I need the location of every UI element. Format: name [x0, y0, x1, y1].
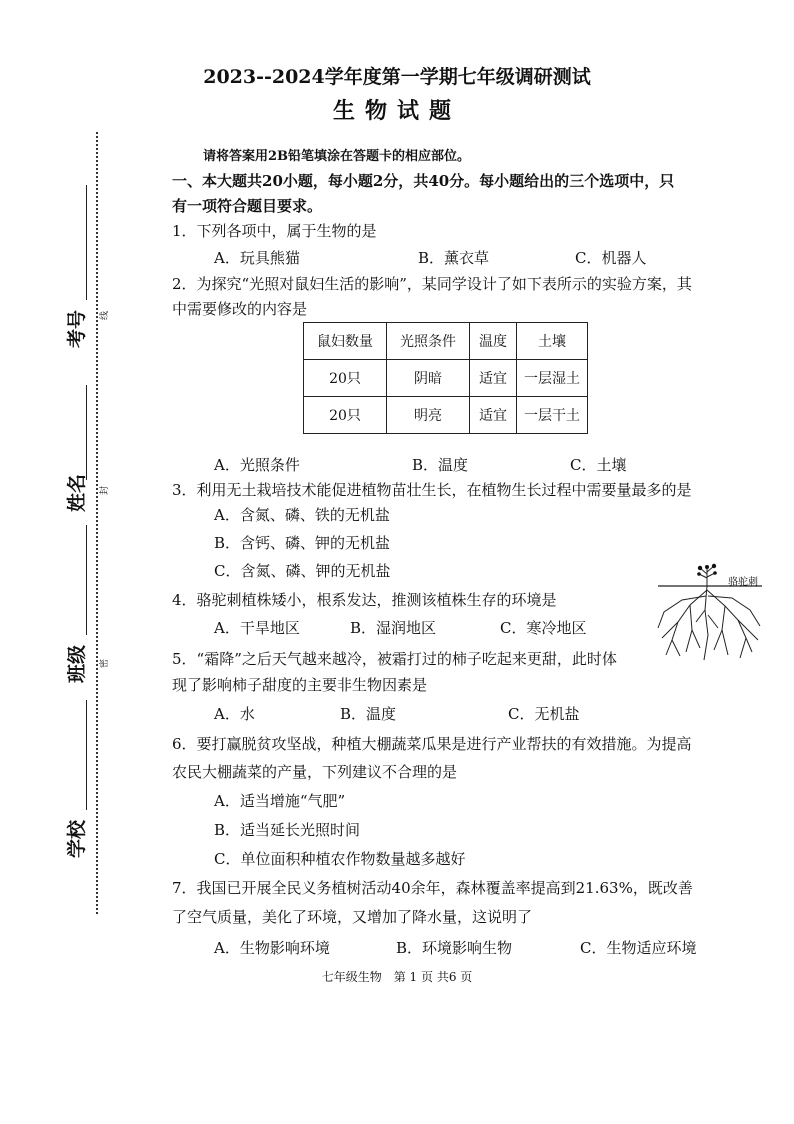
table-header-cell: 鼠妇数量 — [304, 323, 387, 360]
q5-option-b: B．温度 — [340, 705, 397, 723]
q2-stem-line1: 2．为探究“光照对鼠妇生活的影响”，某同学设计了如下表所示的实验方案，其 — [172, 275, 692, 293]
q6-stem-line2: 农民大棚蔬菜的产量，下列建议不合理的是 — [172, 763, 458, 781]
q7-option-c: C．生物适应环境 — [580, 939, 697, 957]
q7-stem-line1: 7．我国已开展全民义务植树活动40余年，森林覆盖率提高到21.63%，既改善 — [172, 879, 693, 897]
camelthorn-label: 骆驼刺 — [728, 577, 758, 588]
q3-option-b: B．含钙、磷、钾的无机盐 — [214, 534, 391, 552]
school-label: 学校 — [66, 819, 88, 858]
q5-stem-line2: 现了影响柿子甜度的主要非生物因素是 — [172, 676, 428, 694]
q3-option-c: C．含氮、磷、钾的无机盐 — [214, 562, 391, 580]
q2-stem-line2: 中需要修改的内容是 — [172, 300, 308, 318]
exam-number-line — [86, 185, 87, 300]
table-row — [304, 360, 588, 397]
table-header-row — [304, 323, 588, 360]
seal-mark-line: 线 — [100, 310, 110, 320]
q5-stem-line1: 5．“霜降”之后天气越来越冷，被霜打过的柿子吃起来更甜，此时体 — [172, 650, 617, 668]
q4-stem: 4．骆驼刺植株矮小，根系发达，推测该植株生存的环境是 — [172, 591, 557, 609]
name-label: 姓名 — [66, 473, 88, 512]
q6-option-c: C．单位面积种植农作物数量越多越好 — [214, 850, 466, 868]
q6-option-b: B．适当延长光照时间 — [214, 821, 361, 839]
seal-mark-secret: 密 — [100, 658, 110, 668]
table-cell: 20只 — [304, 360, 387, 397]
school-line — [86, 700, 87, 810]
q3-option-a: A．含氮、磷、铁的无机盐 — [214, 506, 390, 524]
q4-option-c: C．寒冷地区 — [500, 619, 587, 637]
section1-line2: 有一项符合题目要求。 — [172, 197, 323, 215]
q4-option-b: B．湿润地区 — [350, 619, 437, 637]
table-cell: 适宜 — [470, 397, 517, 434]
name-line — [86, 385, 87, 480]
q1-stem: 1．下列各项中，属于生物的是 — [172, 222, 377, 240]
table-cell: 适宜 — [470, 360, 517, 397]
q7-option-a: A．生物影响环境 — [214, 939, 330, 957]
q5-option-a: A．水 — [214, 705, 255, 723]
q1-option-c: C．机器人 — [575, 249, 647, 267]
q2-option-a: A．光照条件 — [214, 456, 300, 474]
q4-option-a: A．干旱地区 — [214, 619, 300, 637]
table-cell: 一层湿土 — [517, 360, 588, 397]
q6-stem-line1: 6．要打赢脱贫攻坚战，种植大棚蔬菜瓜果是进行产业帮扶的有效措施。为提高 — [172, 735, 692, 753]
exam-number-label: 考号 — [66, 309, 88, 348]
class-label: 班级 — [66, 644, 88, 683]
section1-line1: 一、本大题共20小题，每小题2分，共40分。每小题给出的三个选项中，只 — [172, 172, 675, 190]
table-header-cell: 土壤 — [517, 323, 588, 360]
q5-option-c: C．无机盐 — [508, 705, 580, 723]
q7-option-b: B．环境影响生物 — [396, 939, 513, 957]
binding-dotted-line — [96, 132, 98, 914]
table-header-cell: 温度 — [470, 323, 517, 360]
exam-title: 2023--2024学年度第一学期七年级调研测试 — [203, 66, 591, 88]
class-line — [86, 525, 87, 635]
seal-mark-seal: 封 — [100, 485, 110, 495]
q6-option-a: A．适当增施“气肥” — [214, 792, 346, 810]
q3-stem: 3．利用无土栽培技术能促进植物苗壮生长，在植物生长过程中需要量最多的是 — [172, 481, 692, 499]
table-cell: 阴暗 — [387, 360, 470, 397]
exam-subject: 生物试题 — [332, 98, 461, 124]
q2-option-b: B．温度 — [412, 456, 469, 474]
page-footer: 七年级生物 第 1 页 共6 页 — [321, 970, 473, 984]
instruction: 请将答案用2B铅笔填涂在答题卡的相应部位。 — [203, 149, 471, 164]
q1-option-b: B．薰衣草 — [418, 249, 490, 267]
table-cell: 20只 — [304, 397, 387, 434]
experiment-table — [303, 322, 588, 434]
q7-stem-line2: 了空气质量，美化了环境，又增加了降水量，这说明了 — [172, 908, 533, 926]
q2-option-c: C．土壤 — [570, 456, 627, 474]
table-cell: 一层干土 — [517, 397, 588, 434]
table-cell: 明亮 — [387, 397, 470, 434]
table-row — [304, 397, 588, 434]
q1-option-a: A．玩具熊猫 — [214, 249, 300, 267]
table-header-cell: 光照条件 — [387, 323, 470, 360]
